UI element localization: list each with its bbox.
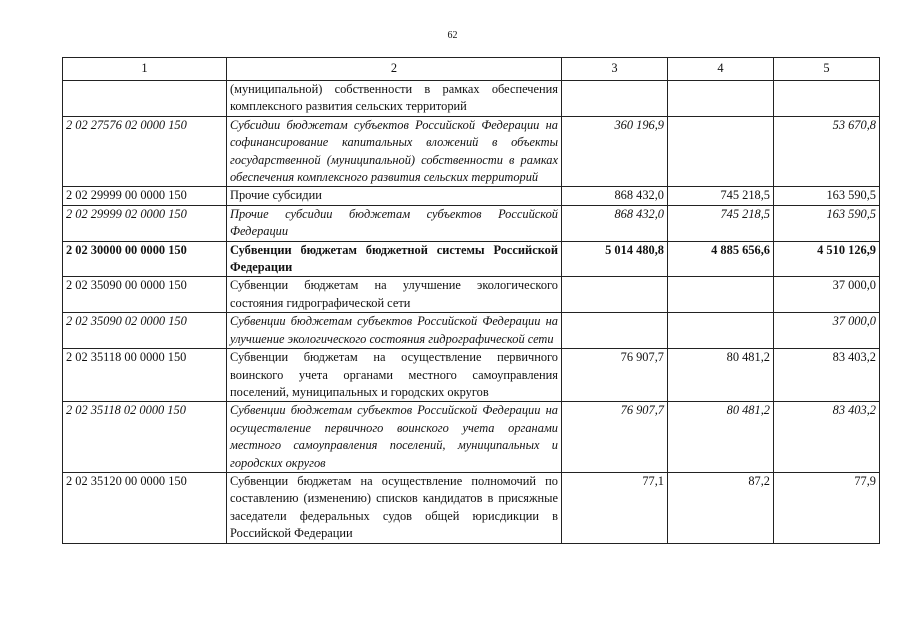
budget-code-cell: 2 02 35090 00 0000 150 xyxy=(63,277,227,313)
value-cell-col5: 163 590,5 xyxy=(774,205,880,241)
value-cell-col5 xyxy=(774,81,880,117)
value-cell-col4 xyxy=(668,313,774,349)
budget-code-cell: 2 02 27576 02 0000 150 xyxy=(63,116,227,187)
value-cell-col4: 80 481,2 xyxy=(668,349,774,402)
row-name-cell: Субвенции бюджетам бюджетной системы Российской Федерации xyxy=(227,241,562,277)
value-cell-col4 xyxy=(668,81,774,117)
value-cell-col5: 83 403,2 xyxy=(774,402,880,473)
row-name-cell: (муниципальной) собственности в рамках обеспечения комплексного развития сельских территорий xyxy=(227,81,562,117)
page-number: 62 xyxy=(447,30,458,41)
table-row xyxy=(63,241,880,277)
table-row xyxy=(63,81,880,117)
value-cell-col4: 745 218,5 xyxy=(668,187,774,205)
budget-code-cell: 2 02 35118 00 0000 150 xyxy=(63,349,227,402)
value-cell-col5: 37 000,0 xyxy=(774,277,880,313)
value-cell-col3: 76 907,7 xyxy=(562,349,668,402)
budget-code-cell: 2 02 35118 02 0000 150 xyxy=(63,402,227,473)
row-name-cell: Прочие субсидии бюджетам субъектов Российской Федерации xyxy=(227,205,562,241)
value-cell-col4 xyxy=(668,277,774,313)
budget-code-cell: 2 02 29999 00 0000 150 xyxy=(63,187,227,205)
table-row xyxy=(63,402,880,473)
column-header: 5 xyxy=(774,58,880,81)
table-row xyxy=(63,187,880,205)
budget-code-cell: 2 02 30000 00 0000 150 xyxy=(63,241,227,277)
table-body xyxy=(63,81,880,544)
row-name-cell: Субвенции бюджетам на улучшение экологического состояния гидрографической сети xyxy=(227,277,562,313)
table-row xyxy=(63,313,880,349)
budget-code-cell: 2 02 35090 02 0000 150 xyxy=(63,313,227,349)
value-cell-col4 xyxy=(668,116,774,187)
row-name-cell: Субвенции бюджетам на осуществление полномочий по составлению (изменению) списков кандидатов в присяжные заседатели федеральных судов общей юрисдикции в Российской Федерации xyxy=(227,472,562,543)
table-row xyxy=(63,205,880,241)
value-cell-col3: 76 907,7 xyxy=(562,402,668,473)
budget-code-cell: 2 02 29999 02 0000 150 xyxy=(63,205,227,241)
value-cell-col5: 77,9 xyxy=(774,472,880,543)
value-cell-col3: 77,1 xyxy=(562,472,668,543)
budget-code-cell xyxy=(63,81,227,117)
value-cell-col3: 5 014 480,8 xyxy=(562,241,668,277)
value-cell-col3: 360 196,9 xyxy=(562,116,668,187)
value-cell-col4: 80 481,2 xyxy=(668,402,774,473)
table-row xyxy=(63,349,880,402)
value-cell-col5: 163 590,5 xyxy=(774,187,880,205)
table-header-row xyxy=(63,58,880,81)
table-row xyxy=(63,116,880,187)
value-cell-col5: 53 670,8 xyxy=(774,116,880,187)
column-header: 2 xyxy=(227,58,562,81)
column-header: 3 xyxy=(562,58,668,81)
table-row xyxy=(63,277,880,313)
row-name-cell: Субвенции бюджетам субъектов Российской Федерации на улучшение экологического состояния гидрографической сети xyxy=(227,313,562,349)
row-name-cell: Субвенции бюджетам субъектов Российской Федерации на осуществление первичного воинского учета органами местного самоуправления поселений, муниципальных и городских округов xyxy=(227,402,562,473)
row-name-cell: Субсидии бюджетам субъектов Российской Федерации на софинансирование капитальных вложений в объекты государственной (муниципальной) собственности в рамках обеспечения комплексного развития сельских территорий xyxy=(227,116,562,187)
value-cell-col3 xyxy=(562,277,668,313)
row-name-cell: Прочие субсидии xyxy=(227,187,562,205)
column-header: 4 xyxy=(668,58,774,81)
value-cell-col3 xyxy=(562,81,668,117)
value-cell-col5: 37 000,0 xyxy=(774,313,880,349)
value-cell-col5: 83 403,2 xyxy=(774,349,880,402)
value-cell-col3: 868 432,0 xyxy=(562,205,668,241)
column-header: 1 xyxy=(63,58,227,81)
row-name-cell: Субвенции бюджетам на осуществление первичного воинского учета органами местного самоуправления поселений, муниципальных и городских округов xyxy=(227,349,562,402)
value-cell-col3: 868 432,0 xyxy=(562,187,668,205)
budget-revenue-table xyxy=(62,57,880,544)
budget-code-cell: 2 02 35120 00 0000 150 xyxy=(63,472,227,543)
value-cell-col3 xyxy=(562,313,668,349)
value-cell-col5: 4 510 126,9 xyxy=(774,241,880,277)
value-cell-col4: 87,2 xyxy=(668,472,774,543)
table-row xyxy=(63,472,880,543)
value-cell-col4: 745 218,5 xyxy=(668,205,774,241)
value-cell-col4: 4 885 656,6 xyxy=(668,241,774,277)
